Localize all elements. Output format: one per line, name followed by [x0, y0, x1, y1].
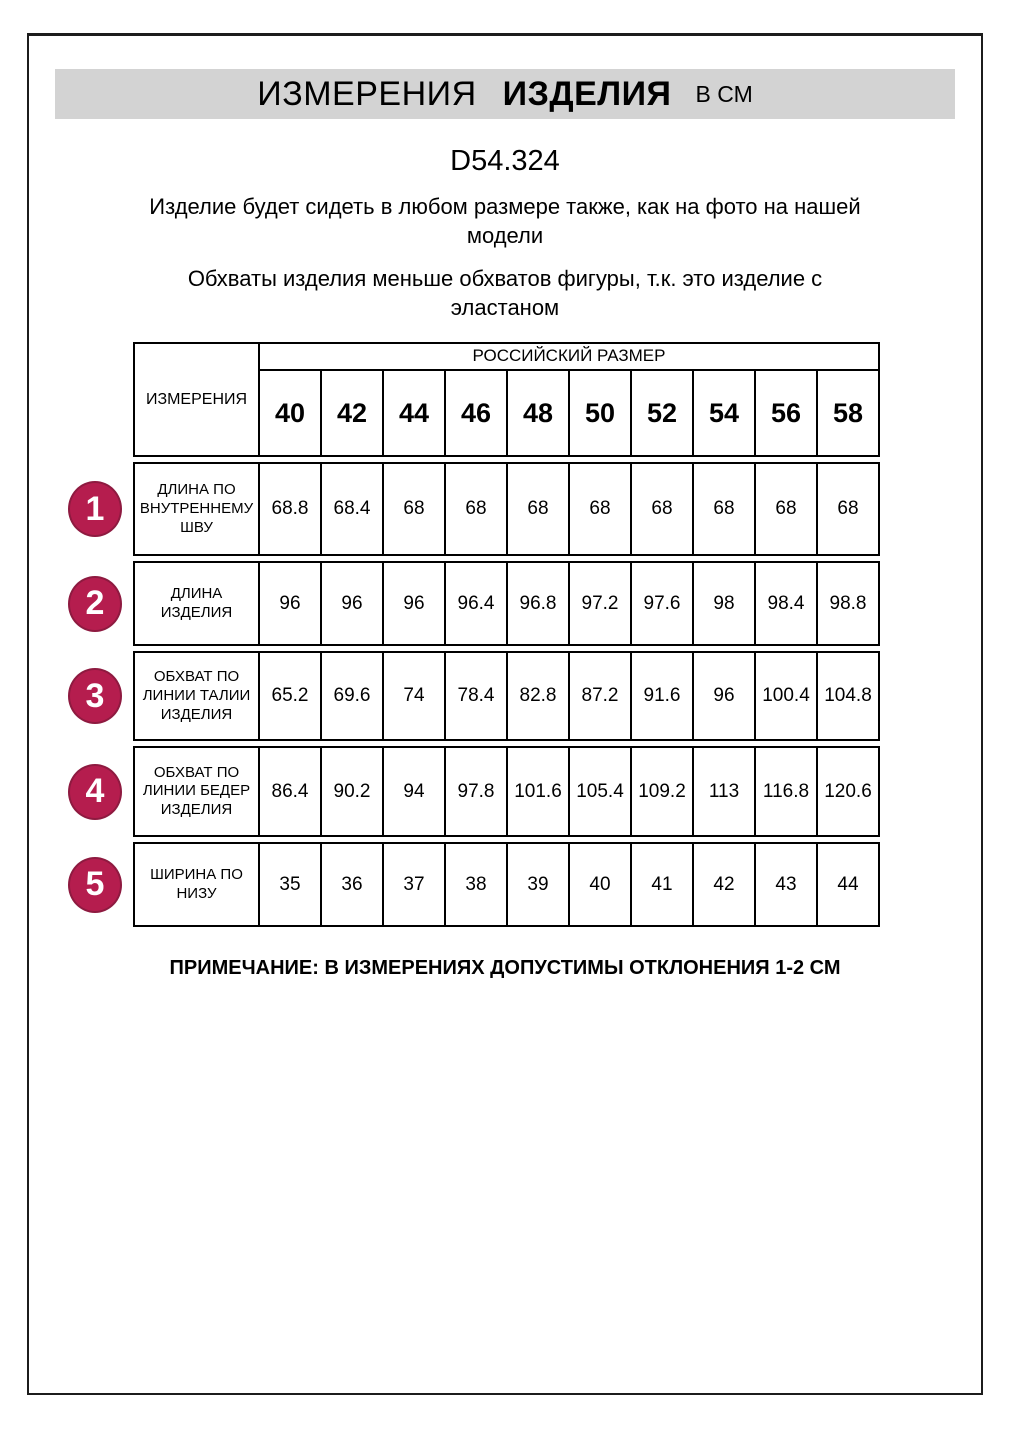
row-label: ДЛИНА ИЗДЕЛИЯ: [135, 563, 260, 644]
measurement-value: 44: [837, 873, 859, 895]
measurement-value: 38: [446, 844, 508, 925]
measurement-value: 68.8: [260, 464, 322, 554]
measurement-value: 105.4: [570, 748, 632, 835]
intro-paragraph-elastane-line2: эластаном: [450, 295, 560, 321]
measurement-value: 41: [632, 844, 694, 925]
measurement-value: 40: [570, 844, 632, 925]
page-frame: [27, 33, 983, 1395]
measurement-value: 65.2: [260, 653, 322, 739]
measurement-value: 113: [694, 748, 756, 835]
size-col-header: 40: [260, 371, 322, 455]
measurement-value: 78.4: [446, 653, 508, 739]
measurement-value: 68: [570, 464, 632, 554]
measurement-value: 69.6: [322, 653, 384, 739]
size-table-header: [133, 342, 880, 457]
measurement-value: 116.8: [756, 748, 818, 835]
size-col-header: 56: [756, 371, 818, 455]
measurements-column-header: ИЗМЕРЕНИЯ: [135, 344, 260, 455]
measurement-value: 98: [694, 563, 756, 644]
table-row: [85, 561, 880, 646]
measurement-value: 68: [446, 464, 508, 554]
measurement-value: 94: [384, 748, 446, 835]
measurement-value: 104.8: [824, 685, 872, 707]
measurement-value: 36: [322, 844, 384, 925]
row-number-badge: 3: [68, 668, 122, 724]
size-col-header: 54: [694, 371, 756, 455]
measurement-value: 97.6: [632, 563, 694, 644]
row-number-badge: 2: [68, 576, 122, 632]
intro-paragraph-elastane-line1: Обхваты изделия меньше обхватов фигуры, т.к. это изделие с: [187, 266, 823, 292]
table-row: [85, 651, 880, 741]
row-number-badge: 4: [68, 764, 122, 820]
measurement-value: 120.6: [824, 780, 872, 802]
size-table: [85, 342, 880, 927]
table-row: [85, 746, 880, 837]
measurement-value: 98.4: [756, 563, 818, 644]
row-number-badge: 5: [68, 857, 122, 913]
measurement-value: 91.6: [632, 653, 694, 739]
row-label: ОБХВАТ ПО ЛИНИИ ТАЛИИ ИЗДЕЛИЯ: [135, 653, 260, 739]
row-number-badge: 1: [68, 481, 122, 537]
title-band: [55, 69, 955, 119]
intro-paragraph-elastane: [115, 264, 895, 322]
size-values-row: [260, 371, 878, 455]
measurement-value: 42: [694, 844, 756, 925]
measurement-value: 68: [756, 464, 818, 554]
measurement-value: 96: [260, 563, 322, 644]
measurement-value: 43: [756, 844, 818, 925]
size-col-header: 42: [322, 371, 384, 455]
measurement-value: 96: [694, 653, 756, 739]
size-col-header: 52: [632, 371, 694, 455]
table-row: [85, 842, 880, 927]
row-label: ШИРИНА ПО НИЗУ: [135, 844, 260, 925]
table-row: [85, 462, 880, 556]
page-title-product: ИЗДЕЛИЯ: [502, 74, 672, 113]
measurement-value: 82.8: [508, 653, 570, 739]
measurement-value: 98.8: [829, 592, 867, 614]
size-col-header: 48: [508, 371, 570, 455]
measurement-value: 97.8: [446, 748, 508, 835]
measurement-value: 96.4: [446, 563, 508, 644]
measurement-value: 68: [632, 464, 694, 554]
measurement-value: 35: [260, 844, 322, 925]
footer-note: ПРИМЕЧАНИЕ: В ИЗМЕРЕНИЯХ ДОПУСТИМЫ ОТКЛОНЕНИЯ 1-2 СМ: [169, 957, 841, 980]
measurement-value: 109.2: [632, 748, 694, 835]
measurement-value: 86.4: [260, 748, 322, 835]
row-label: ДЛИНА ПО ВНУТРЕННЕМУ ШВУ: [135, 464, 260, 554]
russian-size-header: РОССИЙСКИЙ РАЗМЕР: [260, 344, 878, 371]
page-title-measurements: ИЗМЕРЕНИЯ: [257, 74, 477, 113]
intro-paragraph-fit: [115, 192, 895, 250]
measurement-value: 74: [384, 653, 446, 739]
measurement-value: 100.4: [756, 653, 818, 739]
measurement-value: 96: [384, 563, 446, 644]
measurement-value: 90.2: [322, 748, 384, 835]
measurement-value: 101.6: [508, 748, 570, 835]
page-title-unit: В СМ: [695, 80, 753, 107]
intro-paragraph-fit-line1: Изделие будет сидеть в любом размере также, как на фото на нашей: [149, 194, 861, 219]
row-label: ОБХВАТ ПО ЛИНИИ БЕДЕР ИЗДЕЛИЯ: [135, 748, 260, 835]
measurement-value: 68: [694, 464, 756, 554]
measurement-value: 97.2: [570, 563, 632, 644]
measurement-value: 68: [837, 498, 859, 520]
size-col-header: 46: [446, 371, 508, 455]
measurement-value: 68: [384, 464, 446, 554]
size-col-header: 58: [832, 397, 864, 428]
measurement-value: 96: [322, 563, 384, 644]
measurement-value: 87.2: [570, 653, 632, 739]
measurement-value: 39: [508, 844, 570, 925]
intro-paragraph-fit-line2: модели: [466, 223, 544, 249]
measurement-value: 37: [384, 844, 446, 925]
measurement-value: 68.4: [322, 464, 384, 554]
size-header-group: [260, 344, 878, 455]
measurement-value: 68: [508, 464, 570, 554]
product-code: D54.324: [450, 145, 560, 177]
measurement-value: 96.8: [508, 563, 570, 644]
size-col-header: 50: [570, 371, 632, 455]
size-col-header: 44: [384, 371, 446, 455]
